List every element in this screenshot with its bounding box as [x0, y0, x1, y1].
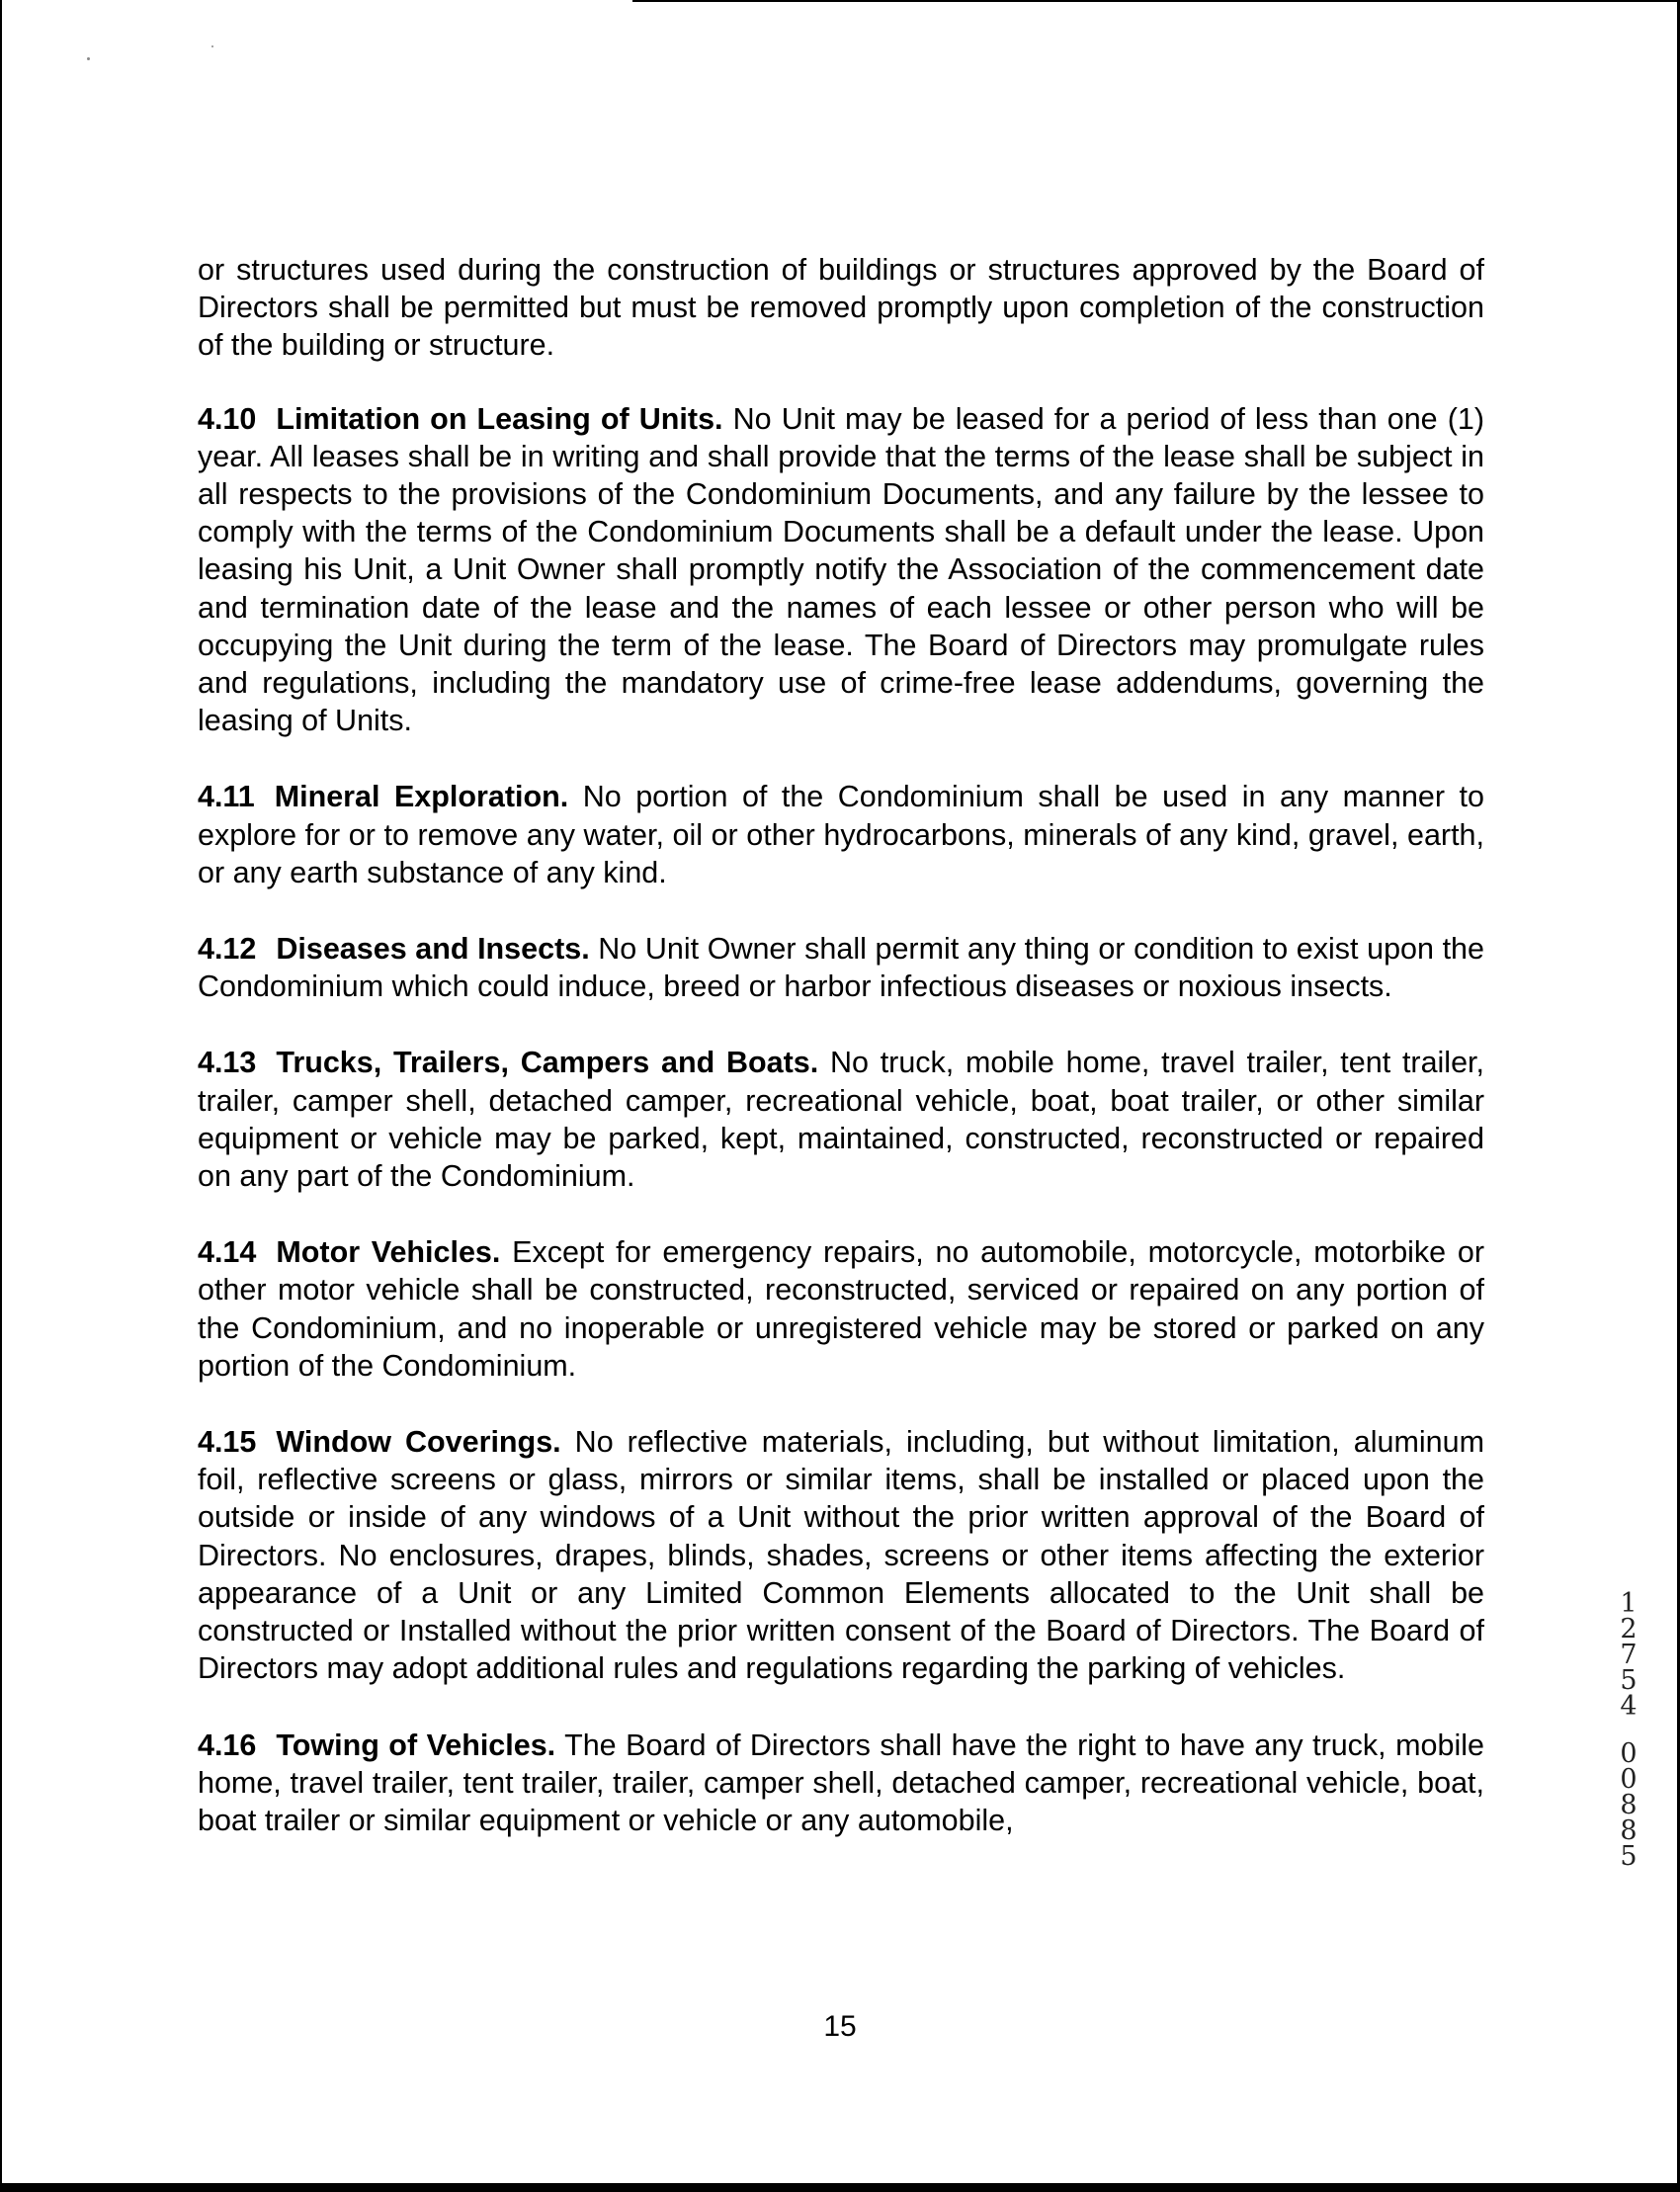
section-title: Motor Vehicles.: [276, 1235, 501, 1270]
section-title: Limitation on Leasing of Units.: [276, 401, 723, 436]
page-number: 15: [823, 2010, 857, 2043]
scan-speck: [87, 57, 90, 60]
scan-border-bottom: [0, 2183, 1680, 2192]
section-title: Towing of Vehicles.: [276, 1728, 556, 1762]
stamp-digit: 1: [1620, 1588, 1638, 1619]
section-body: No Unit Owner shall permit any thing or condition to exist upon the Condominium which could induce, breed or harbor infectious diseases or noxious insects.: [198, 932, 1484, 1004]
stamp-digit: 0: [1620, 1764, 1638, 1795]
section-title: Window Coverings.: [276, 1425, 561, 1460]
document-page: [198, 251, 1484, 1878]
stamp-digit: 4: [1620, 1691, 1638, 1722]
section-4-15: [198, 1423, 1484, 1687]
section-number: 4.14: [198, 1235, 257, 1270]
stamp-digit: 8: [1620, 1815, 1638, 1846]
section-body: No reflective materials, including, but without limitation, aluminum foil, reflective screens or glass, mirrors or similar items, shall be installed or placed upon the outside or inside of any windows of a Unit without the prior written approval of the Board of Directors. No enclosures, drapes, blinds, shades, screens or other items affecting the exterior appearance of a Unit or any Limited Common Elements allocated to the Unit shall be constructed or Installed without the prior written consent of the Board of Directors. The Board of Directors may adopt additional rules and regulations regarding the parking of vehicles.: [198, 1425, 1484, 1686]
scan-border-left: [0, 0, 2, 2192]
section-body: No Unit may be leased for a period of less than one (1) year. All leases shall be in writing and shall provide that the terms of the lease shall be subject in all respects to the provisions of the Condominium Documents, and any failure by the lessee to comply with the terms of the Condominium Documents shall be a default under the lease. Upon leasing his Unit, a Unit Owner shall promptly notify the Association of the commencement date and termination date of the lease and the names of each lessee or other person who will be occupying the Unit during the term of the lease. The Board of Directors may promulgate rules and regulations, including the mandatory use of crime-free lease addendums, governing the leasing of Units.: [198, 401, 1484, 738]
scan-speck: [211, 45, 213, 47]
section-4-11: [198, 778, 1484, 891]
section-number: 4.16: [198, 1728, 257, 1762]
stamp-digit: 2: [1620, 1614, 1638, 1644]
margin-recording-stamp: [1609, 1588, 1648, 1872]
section-4-16: [198, 1727, 1484, 1840]
intro-paragraph: or structures used during the construction of buildings or structures approved by the Board of Directors shall be permitted but must be removed promptly upon completion of the construction of the building or structure.: [198, 253, 1484, 363]
scan-border-top: [632, 0, 1680, 2]
section-title: Trucks, Trailers, Campers and Boats.: [276, 1046, 819, 1080]
section-body: Except for emergency repairs, no automobile, motorcycle, motorbike or other motor vehicle shall be constructed, reconstructed, serviced or repaired on any portion of the Condominium, and no inoperable or unregistered vehicle may be stored or parked on any portion of the Condominium.: [198, 1235, 1484, 1383]
section-4-13: [198, 1044, 1484, 1195]
section-body: No portion of the Condominium shall be used in any manner to explore for or to remove any water, oil or other hydrocarbons, minerals of any kind, gravel, earth, or any earth substance of any kind.: [198, 780, 1484, 889]
section-number: 4.15: [198, 1425, 257, 1460]
section-number: 4.10: [198, 401, 257, 436]
section-title: Diseases and Insects.: [276, 932, 590, 967]
stamp-digit: 7: [1620, 1640, 1638, 1670]
stamp-digit: 8: [1620, 1790, 1638, 1820]
section-number: 4.11: [198, 780, 255, 814]
section-4-12: [198, 930, 1484, 1005]
section-title: Mineral Exploration.: [274, 780, 569, 814]
section-body: The Board of Directors shall have the right to have any truck, mobile home, travel trailer, tent trailer, trailer, camper shell, detached camper, recreational vehicle, boat, boat trailer or similar equipment or vehicle or any automobile,: [198, 1728, 1484, 1837]
stamp-digit: 5: [1620, 1665, 1638, 1696]
stamp-digit: 0: [1620, 1738, 1638, 1769]
section-number: 4.12: [198, 932, 257, 967]
stamp-digit: 5: [1620, 1841, 1638, 1872]
section-4-14: [198, 1233, 1484, 1385]
section-number: 4.13: [198, 1046, 257, 1080]
section-4-10: [198, 400, 1484, 740]
section-body: No truck, mobile home, travel trailer, tent trailer, trailer, camper shell, detached camper, recreational vehicle, boat, boat trailer, or other similar equipment or vehicle may be parked, kept, maintained, constructed, reconstructed or repaired on any part of the Condominium.: [198, 1046, 1484, 1194]
